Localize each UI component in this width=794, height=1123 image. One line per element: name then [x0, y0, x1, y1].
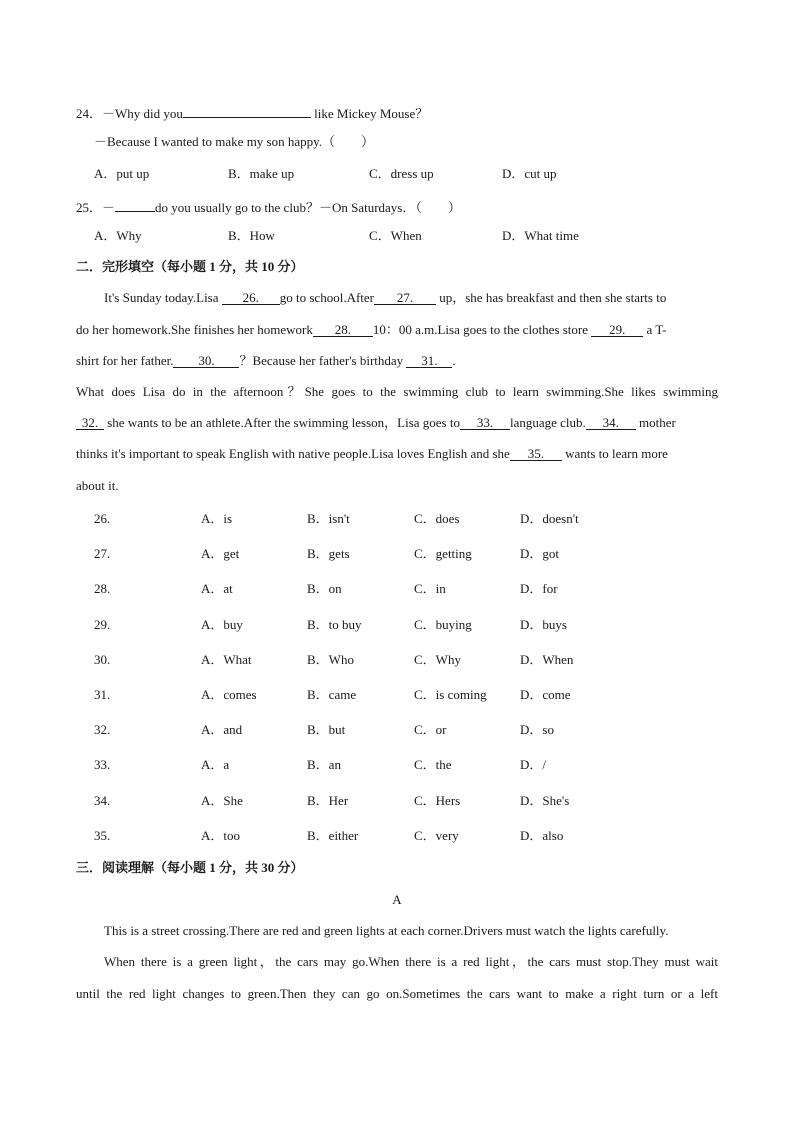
cloze-item-number: 33.: [94, 757, 111, 772]
passage-text: go to school.After: [279, 290, 374, 305]
q25-blank: [115, 197, 155, 212]
passage-text: wants to learn more: [561, 446, 668, 461]
passage-line-7: about it.: [76, 478, 119, 493]
cloze-option-b: B．Her: [307, 793, 349, 808]
blank-34: 34.: [586, 415, 636, 430]
question-25: [76, 197, 461, 216]
passage-text: shirt for her father.: [76, 353, 174, 368]
cloze-option-d: D．also: [520, 828, 564, 843]
question-24: [76, 103, 428, 122]
cloze-option-b: B．either: [307, 828, 359, 843]
reading-part-label: A: [392, 892, 402, 907]
cloze-item-number: 34.: [94, 793, 111, 808]
cloze-item-number: 32.: [94, 722, 111, 737]
cloze-option-a: A．and: [201, 722, 243, 737]
cloze-item-number: 29.: [94, 617, 111, 632]
cloze-option-d: D．got: [520, 546, 560, 561]
passage-text: language club.: [509, 415, 586, 430]
reading-line-1: This is a street crossing.There are red and green lights at each corner.Drivers must watch the lights carefully.: [104, 923, 669, 938]
cloze-option-d: D．/: [520, 757, 547, 772]
section-3-heading: 三．阅读理解（每小题 1 分，共 30 分）: [76, 860, 304, 875]
cloze-option-d: D．so: [520, 722, 554, 737]
cloze-item-number: 28.: [94, 581, 111, 596]
cloze-option-a: A．buy: [201, 617, 243, 632]
cloze-option-b: B．an: [307, 757, 341, 772]
passage-line-5: [76, 415, 676, 431]
cloze-option-d: D．buys: [520, 617, 567, 632]
blank-27: 27.: [374, 290, 436, 305]
section-2-heading: 二．完形填空（每小题 1 分，共 10 分）: [76, 259, 304, 274]
cloze-option-d: D．doesn't: [520, 511, 579, 526]
q25-option-d: D．What time: [502, 228, 579, 243]
blank-26: 26.: [222, 290, 280, 305]
cloze-item-number: 31.: [94, 687, 111, 702]
q25-suffix: do you usually go to the club？－On Saturdays．（ ）: [155, 200, 461, 215]
q24-prefix: 24．－Why did you: [76, 106, 183, 121]
passage-text: do her homework.She finishes her homework: [76, 322, 313, 337]
cloze-option-c: C．is coming: [414, 687, 487, 702]
passage-line-2: [76, 322, 666, 338]
cloze-option-a: A．a: [201, 757, 230, 772]
cloze-option-c: C．getting: [414, 546, 472, 561]
q24-option-a: A．put up: [94, 166, 150, 181]
cloze-item-number: 30.: [94, 652, 111, 667]
cloze-option-a: A．get: [201, 546, 240, 561]
cloze-option-c: C．Hers: [414, 793, 461, 808]
passage-text: 10：00 a.m.Lisa goes to the clothes store: [372, 322, 592, 337]
cloze-option-b: B．Who: [307, 652, 354, 667]
blank-29: 29.: [591, 322, 643, 337]
cloze-option-c: C．buying: [414, 617, 472, 632]
passage-line-3: [76, 353, 456, 369]
q24-option-b: B．make up: [228, 166, 295, 181]
cloze-option-b: B．on: [307, 581, 342, 596]
cloze-option-b: B．came: [307, 687, 357, 702]
blank-33: 33.: [460, 415, 510, 430]
cloze-option-a: A．She: [201, 793, 243, 808]
cloze-option-b: B．isn't: [307, 511, 350, 526]
q24-option-d: D．cut up: [502, 166, 557, 181]
passage-text: a T-: [643, 322, 667, 337]
cloze-option-c: C．or: [414, 722, 447, 737]
cloze-option-c: C．the: [414, 757, 452, 772]
cloze-option-d: D．She's: [520, 793, 570, 808]
cloze-item-number: 35.: [94, 828, 111, 843]
cloze-option-b: B．gets: [307, 546, 350, 561]
passage-text: mother: [635, 415, 676, 430]
q25-option-a: A．Why: [94, 228, 142, 243]
passage-line-4: What does Lisa do in the afternoon？She goes to the swimming club to learn swimming.She likes swimming: [76, 384, 718, 399]
q24-answer-line: －Because I wanted to make my son happy.（ ）: [94, 134, 375, 149]
passage-text: .: [452, 353, 456, 368]
q24-blank: [183, 103, 311, 118]
passage-text: It's Sunday today.Lisa: [104, 290, 222, 305]
cloze-option-c: C．Why: [414, 652, 461, 667]
q25-option-c: C．When: [369, 228, 422, 243]
q25-option-b: B．How: [228, 228, 275, 243]
cloze-option-a: A．at: [201, 581, 233, 596]
blank-35: 35.: [510, 446, 562, 461]
cloze-option-d: D．When: [520, 652, 574, 667]
q24-option-c: C．dress up: [369, 166, 434, 181]
cloze-option-a: A．comes: [201, 687, 257, 702]
passage-text: up，she has breakfast and then she starts to: [436, 290, 667, 305]
cloze-option-a: A．is: [201, 511, 233, 526]
passage-text: thinks it's important to speak English with native people.Lisa loves English and she: [76, 446, 510, 461]
cloze-option-c: C．in: [414, 581, 446, 596]
cloze-item-number: 27.: [94, 546, 111, 561]
blank-31: 31.: [406, 353, 452, 368]
reading-line-3: until the red light changes to green.Then they can go on.Sometimes the cars want to make a right turn or a left: [76, 986, 718, 1001]
cloze-option-a: A．too: [201, 828, 241, 843]
q25-prefix: 25．－: [76, 200, 116, 215]
blank-30: 30.: [173, 353, 239, 368]
q24-suffix: like Mickey Mouse？: [310, 106, 429, 121]
blank-28: 28.: [313, 322, 373, 337]
cloze-option-b: B．but: [307, 722, 346, 737]
cloze-option-c: C．very: [414, 828, 459, 843]
passage-text: ？Because her father's birthday: [239, 353, 407, 368]
passage-line-6: [76, 446, 668, 462]
cloze-option-d: D．come: [520, 687, 571, 702]
cloze-option-a: A．What: [201, 652, 252, 667]
passage-line-1: [104, 290, 666, 306]
cloze-option-c: C．does: [414, 511, 460, 526]
cloze-option-b: B．to buy: [307, 617, 362, 632]
reading-line-2: When there is a green light，the cars may go.When there is a red light，the cars must stop.They must wait: [104, 954, 718, 969]
passage-text: she wants to be an athlete.After the swimming lesson，Lisa goes to: [104, 415, 460, 430]
cloze-option-d: D．for: [520, 581, 558, 596]
blank-32: 32.: [76, 415, 104, 430]
cloze-item-number: 26.: [94, 511, 111, 526]
